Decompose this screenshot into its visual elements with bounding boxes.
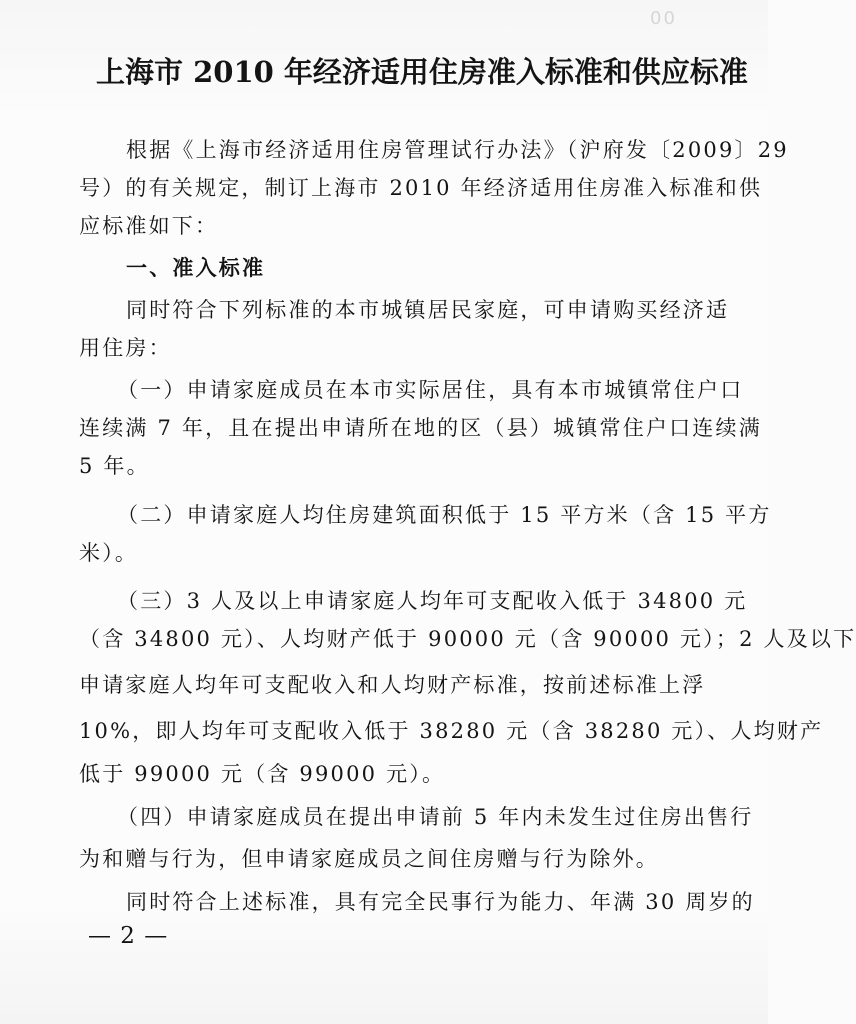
criterion-line: 低于 99000 元（含 99000 元）。 — [79, 762, 446, 786]
criterion-line: 5 年。 — [79, 454, 150, 478]
criterion-line: 申请家庭人均年可支配收入和人均财产标准，按前述标准上浮 — [79, 673, 706, 697]
criterion-line: （含 34800 元）、人均财产低于 90000 元（含 90000 元）；2 人及以下 — [79, 627, 856, 651]
criterion-line: 为和赠与行为，但申请家庭成员之间住房赠与行为除外。 — [79, 847, 659, 871]
faint-stamp-mark: 00 — [650, 8, 677, 29]
criterion-line: 10%，即人均年可支配收入低于 38280 元（含 38280 元）、人均财产 — [79, 719, 824, 743]
document-title: 上海市 2010 年经济适用住房准入标准和供应标准 — [96, 55, 748, 89]
paragraph-line: 号）的有关规定，制订上海市 2010 年经济适用住房准入标准和供 — [79, 176, 763, 200]
paragraph-line: 同时符合上述标准，具有完全民事行为能力、年满 30 周岁的 — [126, 890, 755, 914]
criterion-line: 米）。 — [79, 541, 139, 565]
criterion-line: （三）3 人及以上申请家庭人均年可支配收入低于 34800 元 — [117, 589, 748, 613]
criterion-line: （一）申请家庭成员在本市实际居住，具有本市城镇常住户口 — [117, 378, 744, 402]
page-number: — 2 — — [88, 923, 169, 949]
criterion-line: （四）申请家庭成员在提出申请前 5 年内未发生过住房出售行 — [117, 805, 754, 829]
criterion-line: 连续满 7 年，且在提出申请所在地的区（县）城镇常住户口连续满 — [79, 416, 762, 440]
section-heading: 一、准入标准 — [126, 255, 266, 280]
paragraph-line: 根据《上海市经济适用住房管理试行办法》（沪府发〔2009〕29 — [126, 138, 789, 162]
paragraph-line: 用住房： — [79, 336, 172, 360]
paragraph-line: 应标准如下： — [79, 214, 219, 238]
paragraph-line: 同时符合下列标准的本市城镇居民家庭，可申请购买经济适 — [126, 298, 730, 322]
criterion-line: （二）申请家庭人均住房建筑面积低于 15 平方米（含 15 平方 — [117, 503, 772, 527]
